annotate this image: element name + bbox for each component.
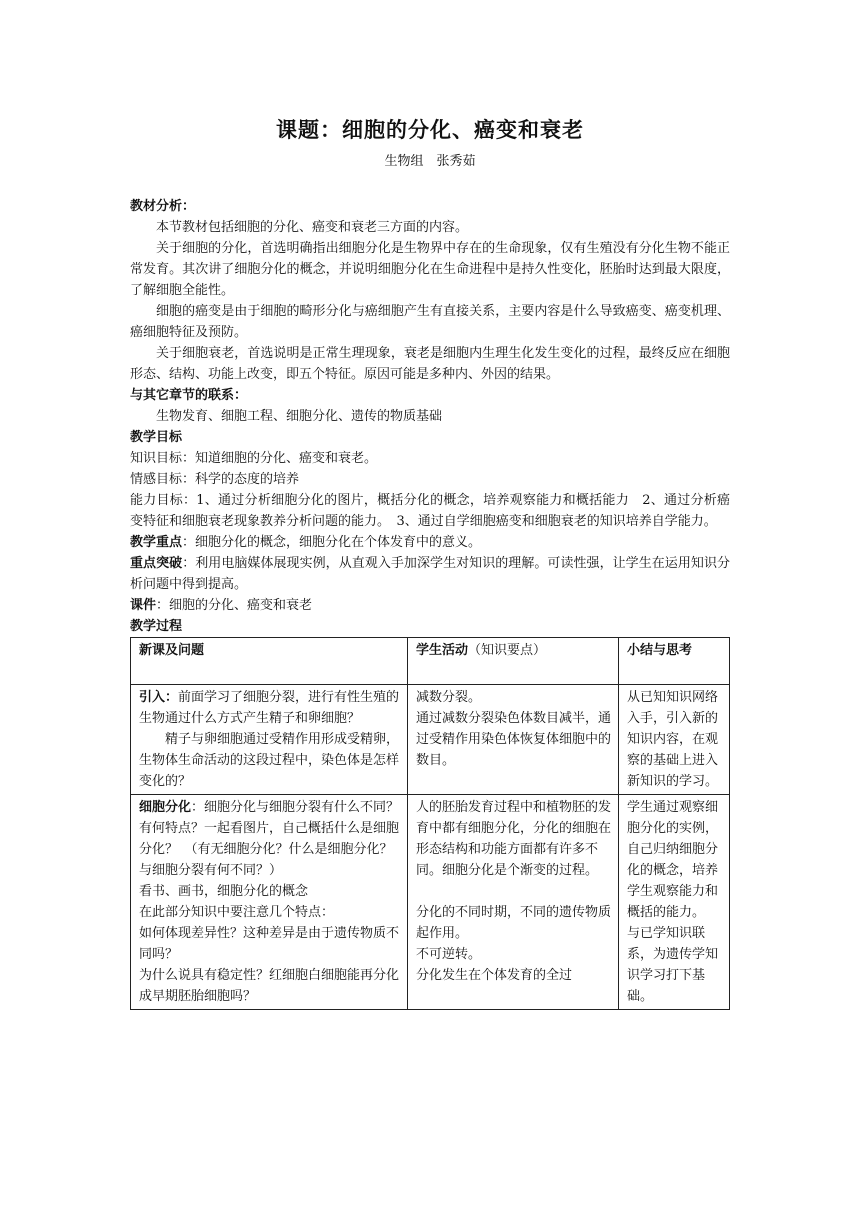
intro-label: 引入：	[139, 690, 179, 705]
header-cell: 学生活动（知识要点）	[408, 638, 619, 685]
analysis-paragraph: 细胞的癌变是由于细胞的畸形分化与癌细胞产生有直接关系，主要内容是什么导致癌变、癌变机理、癌细胞特征及预防。	[130, 304, 730, 340]
key-point	[130, 532, 730, 553]
table-cell: 细胞分化：细胞分化与细胞分裂有什么不同？有何特点？一起看图片，自己概括什么是细胞分化？ （有无细胞分化？什么是细胞分化？与细胞分裂有何不同？） 看书、画书，细胞分化的概念 在此部分知识中要注意几个特点： 如何体现差异性？这种差异是由于遗传物质不同吗？ 为什么说具有稳定性？红细胞白细胞能再分化成早期胚胎细胞吗？	[131, 795, 408, 1010]
breakthrough-text: ：利用电脑媒体展现实例，从直观入手加深学生对知识的理解。可读性强，让学生在运用知识分析问题中得到提高。	[130, 556, 730, 592]
table-cell: 从已知知识网络入手，引入新的知识内容，在观察的基础上进入新知识的学习。	[619, 685, 730, 795]
process-table	[130, 637, 730, 1010]
process-heading: 教学过程	[130, 619, 183, 634]
breakthrough-label: 重点突破	[130, 556, 183, 571]
table-cell: 学生通过观察细胞分化的实例，自己归纳细胞分化的概念，培养学生观察能力和概括的能力。 与已学知识联系，为遗传学知识学习打下基础。	[619, 795, 730, 1010]
header-cell: 新课及问题	[131, 638, 408, 685]
knowledge-goal: 知识目标：知道细胞的分化、癌变和衰老。	[130, 451, 378, 466]
key-point-label: 教学重点	[130, 535, 183, 550]
table-row	[131, 685, 730, 795]
breakthrough	[130, 553, 730, 595]
courseware-text: ：细胞的分化、癌变和衰老	[156, 598, 313, 613]
analysis-paragraph: 关于细胞衰老，首选说明是正常生理现象，衰老是细胞内生理生化发生变化的过程，最终反应在细胞形态、结构、功能上改变，即五个特征。原因可能是多种内、外因的结果。	[130, 346, 730, 382]
courseware	[130, 595, 730, 616]
courseware-label: 课件	[130, 598, 157, 613]
page-title: 课题：细胞的分化、癌变和衰老	[276, 118, 584, 142]
analysis-paragraph: 关于细胞的分化，首选明确指出细胞分化是生物界中存在的生命现象，仅有生殖没有分化生物不能正常发育。其次讲了细胞分化的概念，并说明细胞分化在生命进程中是持久性变化，胚胎时达到最大限度，了解细胞全能性。	[130, 241, 730, 298]
author-line: 生物组 张秀茹	[384, 154, 476, 169]
ability-goal: 能力目标：1、通过分析细胞分化的图片，概括分化的概念，培养观察能力和概括能力 2、通过分析癌变特征和细胞衰老现象教养分析问题的能力。 3、通过自学细胞癌变和细胞衰老的知识培养自学能力。	[130, 493, 730, 529]
analysis-paragraph: 本节教材包括细胞的分化、癌变和衰老三方面的内容。	[156, 220, 469, 235]
table-cell: 引入：前面学习了细胞分裂，进行有性生殖的生物通过什么方式产生精子和卵细胞？ 精子与卵细胞通过受精作用形成受精卵，生物体生命活动的这段过程中，染色体是怎样变化的？	[131, 685, 408, 795]
header-cell: 小结与思考	[619, 638, 730, 685]
document-body	[130, 196, 730, 1010]
goals-heading: 教学目标	[130, 430, 183, 445]
relation-heading: 与其它章节的联系：	[130, 388, 248, 403]
relation-text: 生物发育、细胞工程、细胞分化、遗传的物质基础	[156, 409, 443, 424]
emotion-goal: 情感目标：科学的态度的培养	[130, 472, 300, 487]
analysis-heading: 教材分析：	[130, 199, 196, 214]
key-point-text: ：细胞分化的概念，细胞分化在个体发育中的意义。	[182, 535, 482, 550]
table-cell: 减数分裂。 通过减数分裂染色体数目减半，通过受精作用染色体恢复体细胞中的数目。	[408, 685, 619, 795]
table-cell: 人的胚胎发育过程中和植物胚的发育中都有细胞分化，分化的细胞在形态结构和功能方面都有许多不同。细胞分化是个渐变的过程。 分化的不同时期，不同的遗传物质起作用。 不可逆转。 分化发生在个体发育的全过	[408, 795, 619, 1010]
differentiation-label: 细胞分化	[139, 800, 192, 815]
table-header-row	[131, 638, 730, 685]
table-row	[131, 795, 730, 1010]
